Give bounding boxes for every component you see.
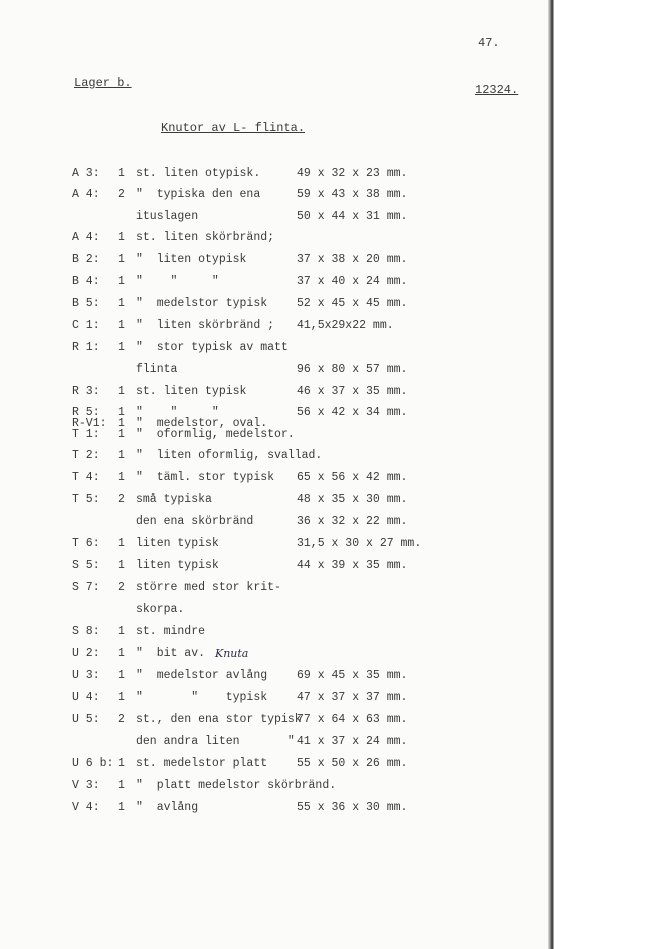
description: " " typisk bbox=[136, 691, 268, 704]
quantity: 1 bbox=[118, 471, 125, 484]
quantity: 1 bbox=[118, 406, 125, 419]
measurement: 50 x 44 x 31 mm. bbox=[297, 210, 408, 223]
catalog-number: 12324. bbox=[475, 83, 519, 97]
find-label: T 4: bbox=[72, 471, 100, 484]
list-item bbox=[0, 779, 540, 795]
measurement: 59 x 43 x 38 mm. bbox=[297, 188, 408, 201]
find-label: T 2: bbox=[72, 449, 100, 462]
list-item bbox=[0, 801, 540, 817]
find-label: A 3: bbox=[72, 167, 100, 180]
find-label: S 5: bbox=[72, 559, 100, 572]
measurement: 37 x 40 x 24 mm. bbox=[297, 275, 408, 288]
find-label: R 1: bbox=[72, 341, 100, 354]
list-item bbox=[0, 625, 540, 641]
quantity: 1 bbox=[118, 385, 125, 398]
list-item bbox=[0, 449, 540, 465]
description: liten typisk bbox=[136, 559, 219, 572]
find-label: T 6: bbox=[72, 537, 100, 550]
description: " medelstor, oval. bbox=[136, 417, 268, 430]
description: " medelstor typisk bbox=[136, 297, 268, 310]
quantity: 1 bbox=[118, 779, 125, 792]
measurement: 36 x 32 x 22 mm. bbox=[297, 515, 408, 528]
description: skorpa. bbox=[136, 603, 185, 616]
measurement: 56 x 42 x 34 mm. bbox=[297, 406, 408, 419]
list-item bbox=[0, 735, 540, 751]
find-label: U 5: bbox=[72, 713, 100, 726]
find-label: C 1: bbox=[72, 319, 100, 332]
handwritten-note: Knuta bbox=[215, 647, 249, 660]
find-label: T 5: bbox=[72, 493, 100, 506]
measurement: 44 x 39 x 35 mm. bbox=[297, 559, 408, 572]
description: " oformlig, medelstor. bbox=[136, 428, 295, 441]
find-label: S 7: bbox=[72, 581, 100, 594]
quantity: 1 bbox=[118, 428, 125, 441]
list-item bbox=[0, 341, 540, 357]
layer-heading: Lager b. bbox=[74, 76, 132, 90]
list-item bbox=[0, 537, 540, 553]
description: st. liten skörbränd; bbox=[136, 231, 275, 244]
list-item bbox=[0, 210, 540, 226]
quantity: 1 bbox=[118, 559, 125, 572]
quantity: 1 bbox=[118, 319, 125, 332]
find-label: R-V1: bbox=[72, 417, 107, 430]
binding-edge bbox=[548, 0, 554, 949]
quantity: 1 bbox=[118, 341, 125, 354]
find-label: S 8: bbox=[72, 625, 100, 638]
find-label: T 1: bbox=[72, 428, 100, 441]
description: " " " bbox=[136, 275, 219, 288]
list-item bbox=[0, 188, 540, 204]
measurement: 55 x 50 x 26 mm. bbox=[297, 757, 408, 770]
find-label: A 4: bbox=[72, 231, 100, 244]
list-item bbox=[0, 691, 540, 707]
list-item bbox=[0, 319, 540, 335]
quantity: 1 bbox=[118, 757, 125, 770]
find-label: R 3: bbox=[72, 385, 100, 398]
description: " medelstor avlång bbox=[136, 669, 268, 682]
quantity: 2 bbox=[118, 713, 125, 726]
description: " platt medelstor skörbränd. bbox=[136, 779, 337, 792]
measurement: 96 x 80 x 57 mm. bbox=[297, 363, 408, 376]
page-margin bbox=[554, 0, 669, 949]
description: den ena skörbränd bbox=[136, 515, 254, 528]
measurement: 47 x 37 x 37 mm. bbox=[297, 691, 408, 704]
list-item bbox=[0, 713, 540, 729]
list-item bbox=[0, 428, 540, 444]
list-item bbox=[0, 515, 540, 531]
quantity: 1 bbox=[118, 167, 125, 180]
list-item bbox=[0, 253, 540, 269]
list-item bbox=[0, 471, 540, 487]
find-label: B 2: bbox=[72, 253, 100, 266]
quantity: 1 bbox=[118, 297, 125, 310]
quantity: 1 bbox=[118, 537, 125, 550]
description: " liten otypisk bbox=[136, 253, 247, 266]
quantity: 1 bbox=[118, 231, 125, 244]
description: " täml. stor typisk bbox=[136, 471, 275, 484]
list-item bbox=[0, 581, 540, 597]
quantity: 1 bbox=[118, 691, 125, 704]
description: " liten skörbränd ; bbox=[136, 319, 275, 332]
measurement: 48 x 35 x 30 mm. bbox=[297, 493, 408, 506]
list-item bbox=[0, 493, 540, 509]
measurement: 69 x 45 x 35 mm. bbox=[297, 669, 408, 682]
list-item bbox=[0, 167, 540, 183]
find-label: R 5: bbox=[72, 406, 100, 419]
description: flinta bbox=[136, 363, 178, 376]
page-number: 47. bbox=[478, 36, 500, 50]
find-label: U 2: bbox=[72, 647, 100, 660]
measurement: 41 x 37 x 24 mm. bbox=[297, 735, 408, 748]
quantity: 1 bbox=[118, 253, 125, 266]
measurement: 49 x 32 x 23 mm. bbox=[297, 167, 408, 180]
list-item bbox=[0, 603, 540, 619]
find-label: U 6 b: bbox=[72, 757, 114, 770]
description: st. medelstor platt bbox=[136, 757, 268, 770]
description: ituslagen bbox=[136, 210, 199, 223]
quantity: 2 bbox=[118, 581, 125, 594]
find-label: B 4: bbox=[72, 275, 100, 288]
description: små typiska bbox=[136, 493, 212, 506]
quantity: 2 bbox=[118, 188, 125, 201]
list-item bbox=[0, 757, 540, 773]
quantity: 1 bbox=[118, 669, 125, 682]
list-item bbox=[0, 275, 540, 291]
description: liten typisk bbox=[136, 537, 219, 550]
measurement: 46 x 37 x 35 mm. bbox=[297, 385, 408, 398]
quantity: 1 bbox=[118, 647, 125, 660]
measurement: 52 x 45 x 45 mm. bbox=[297, 297, 408, 310]
quantity: 2 bbox=[118, 493, 125, 506]
description: " liten oformlig, svallad. bbox=[136, 449, 323, 462]
list-item bbox=[0, 647, 540, 663]
measurement: 41,5x29x22 mm. bbox=[297, 319, 394, 332]
description: " bit av. bbox=[136, 647, 206, 660]
description: st. liten typisk bbox=[136, 385, 247, 398]
description: " stor typisk av matt bbox=[136, 341, 288, 354]
list-item bbox=[0, 669, 540, 685]
description: st. mindre bbox=[136, 625, 206, 638]
find-label: B 5: bbox=[72, 297, 100, 310]
measurement: 65 x 56 x 42 mm. bbox=[297, 471, 408, 484]
find-label: U 4: bbox=[72, 691, 100, 704]
quantity: 1 bbox=[118, 275, 125, 288]
description: " " " bbox=[136, 406, 219, 419]
description: större med stor krit- bbox=[136, 581, 281, 594]
quantity: 1 bbox=[118, 449, 125, 462]
list-item bbox=[0, 231, 540, 247]
list-item bbox=[0, 559, 540, 575]
measurement: 37 x 38 x 20 mm. bbox=[297, 253, 408, 266]
measurement: 31,5 x 30 x 27 mm. bbox=[297, 537, 422, 550]
quantity: 1 bbox=[118, 417, 125, 430]
page-title: Knutor av L- flinta. bbox=[161, 121, 306, 135]
find-label: A 4: bbox=[72, 188, 100, 201]
measurement: 55 x 36 x 30 mm. bbox=[297, 801, 408, 814]
find-label: V 4: bbox=[72, 801, 100, 814]
quantity: 1 bbox=[118, 801, 125, 814]
description: " typiska den ena bbox=[136, 188, 261, 201]
list-item bbox=[0, 297, 540, 313]
list-item bbox=[0, 385, 540, 401]
list-item bbox=[0, 363, 540, 379]
find-label: V 3: bbox=[72, 779, 100, 792]
quantity: 1 bbox=[118, 625, 125, 638]
description: " avlång bbox=[136, 801, 199, 814]
description: st. liten otypisk. bbox=[136, 167, 261, 180]
description: den andra liten " bbox=[136, 735, 295, 748]
find-label: U 3: bbox=[72, 669, 100, 682]
description: st., den ena stor typisk bbox=[136, 713, 302, 726]
measurement: 77 x 64 x 63 mm. bbox=[297, 713, 408, 726]
